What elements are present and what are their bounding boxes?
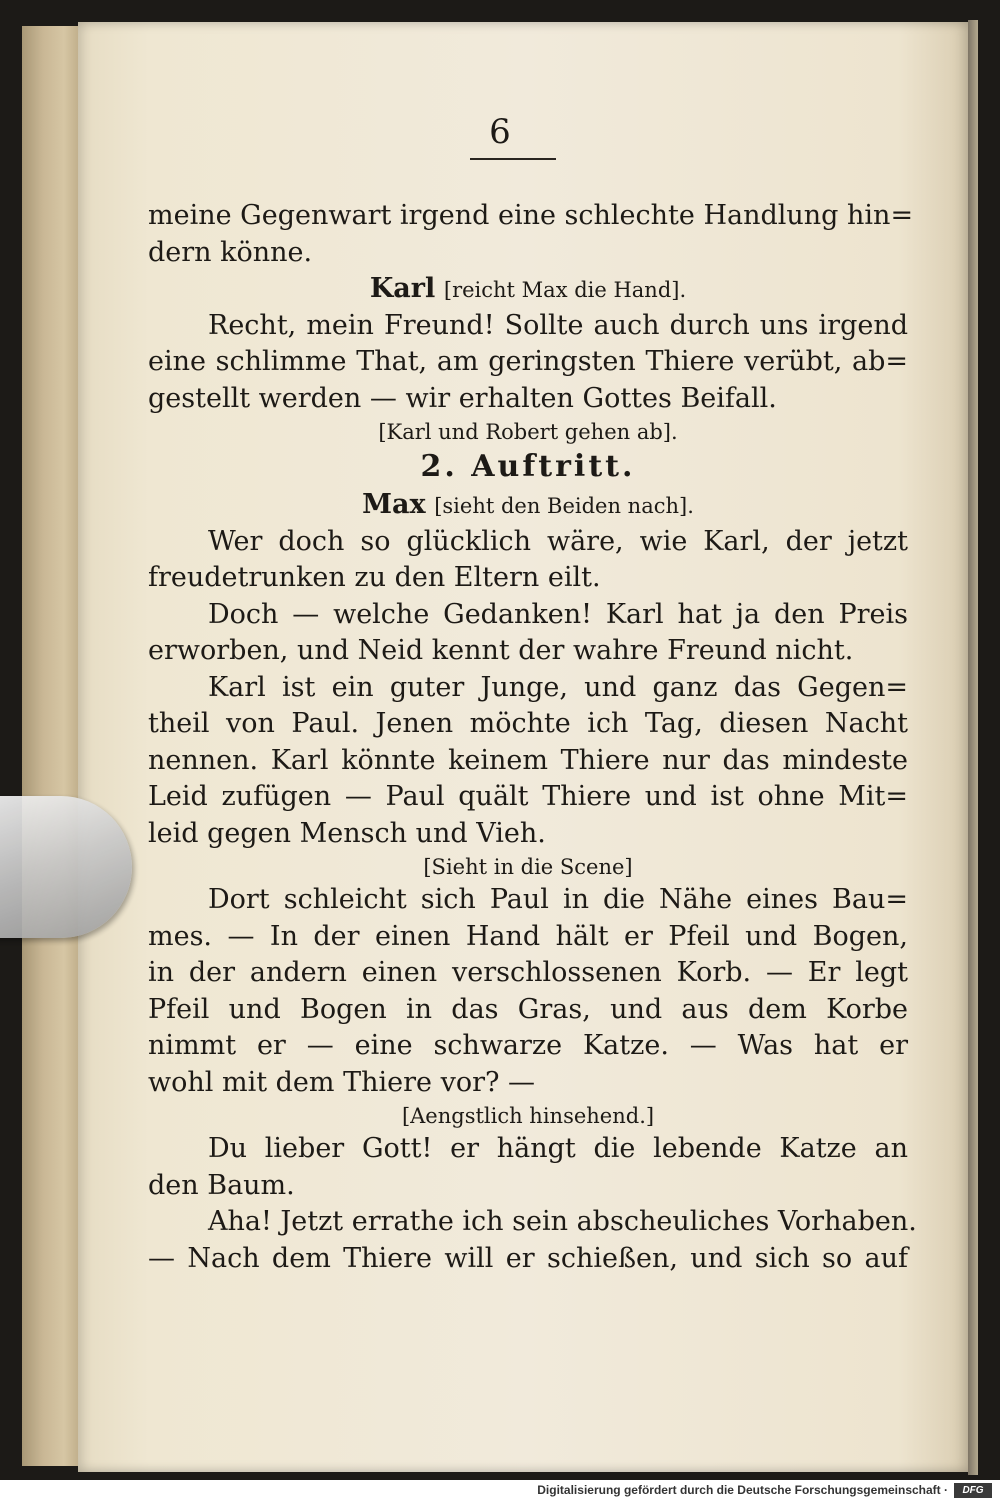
text-line: Wer doch so glücklich wäre, wie Karl, der jetzt — [208, 525, 908, 557]
stage-direction: [Aengstlich hinsehend.] — [401, 1104, 655, 1128]
speaker-line — [148, 271, 908, 308]
text-line: Du lieber Gott! er hängt die lebende Katze an — [208, 1133, 908, 1164]
stage-direction: [sieht den Beiden nach]. — [434, 494, 694, 518]
text-line: freudetrunken zu den Eltern eilt. — [148, 562, 601, 593]
book-edge — [22, 26, 82, 1466]
dfg-logo: DFG — [954, 1483, 992, 1498]
text-line: eine schlimme That, am geringsten Thiere verübt, ab= — [148, 346, 908, 377]
text-line: den Baum. — [148, 1169, 295, 1201]
text-line: leid gegen Mensch und Vieh. — [148, 817, 546, 849]
text-line: Pfeil und Bogen in das Gras, und aus dem Korbe — [148, 993, 908, 1025]
speaker-name: Max — [362, 489, 426, 520]
text-line: Karl ist ein guter Junge, und ganz das Gegen= — [208, 671, 908, 703]
text-line: Doch — welche Gedanken! Karl hat ja den Preis — [208, 598, 908, 630]
speaker-line — [148, 487, 908, 524]
text-line: wohl mit dem Thiere vor? — — [148, 1066, 536, 1098]
text-line: — Nach dem Thiere will er schießen, und sich so auf — [148, 1242, 908, 1274]
text-line: Recht, mein Freund! Sollte auch durch uns irgend — [208, 309, 908, 341]
scene-heading: 2. Auftritt. — [420, 449, 636, 484]
text-line: Leid zufügen — Paul quält Thiere und ist ohne Mit= — [148, 781, 908, 812]
footer-credit: Digitalisierung gefördert durch die Deutsche Forschungsgemeinschaft · — [537, 1483, 948, 1497]
stage-direction: [Karl und Robert gehen ab]. — [378, 420, 678, 444]
speaker-name: Karl — [369, 273, 436, 304]
text-line: in der andern einen verschlossenen Korb. — Er legt — [148, 957, 908, 988]
text-line: dern könne. — [148, 236, 313, 268]
text-line: erworben, und Neid kennt der wahre Freund nicht. — [148, 635, 854, 666]
page-number-rule — [470, 158, 556, 160]
footer-bar — [0, 1480, 1000, 1500]
stage-direction: [reicht Max die Hand]. — [443, 278, 687, 302]
page-number: 6 — [489, 112, 511, 152]
text-line: mes. — In der einen Hand hält er Pfeil und Bogen, — [148, 920, 908, 952]
text-line: nennen. Karl könnte keinem Thiere nur das mindeste — [148, 744, 908, 776]
text-line: Dort schleicht sich Paul in die Nähe eines Bau= — [208, 884, 908, 915]
page-right-edge — [968, 20, 978, 1475]
stage-direction: [Sieht in die Scene] — [423, 855, 633, 879]
text-line: nimmt er — eine schwarze Katze. — Was hat er — [148, 1030, 908, 1061]
text-line: gestellt werden — wir erhalten Gottes Beifall. — [148, 382, 777, 414]
text-line: theil von Paul. Jenen möchte ich Tag, diesen Nacht — [148, 708, 908, 739]
text-line: Aha! Jetzt errathe ich sein abscheuliches Vorhaben. — [208, 1206, 917, 1237]
text-line: meine Gegenwart irgend eine schlechte Handlung hin= — [148, 200, 914, 231]
page-text — [148, 198, 917, 1277]
